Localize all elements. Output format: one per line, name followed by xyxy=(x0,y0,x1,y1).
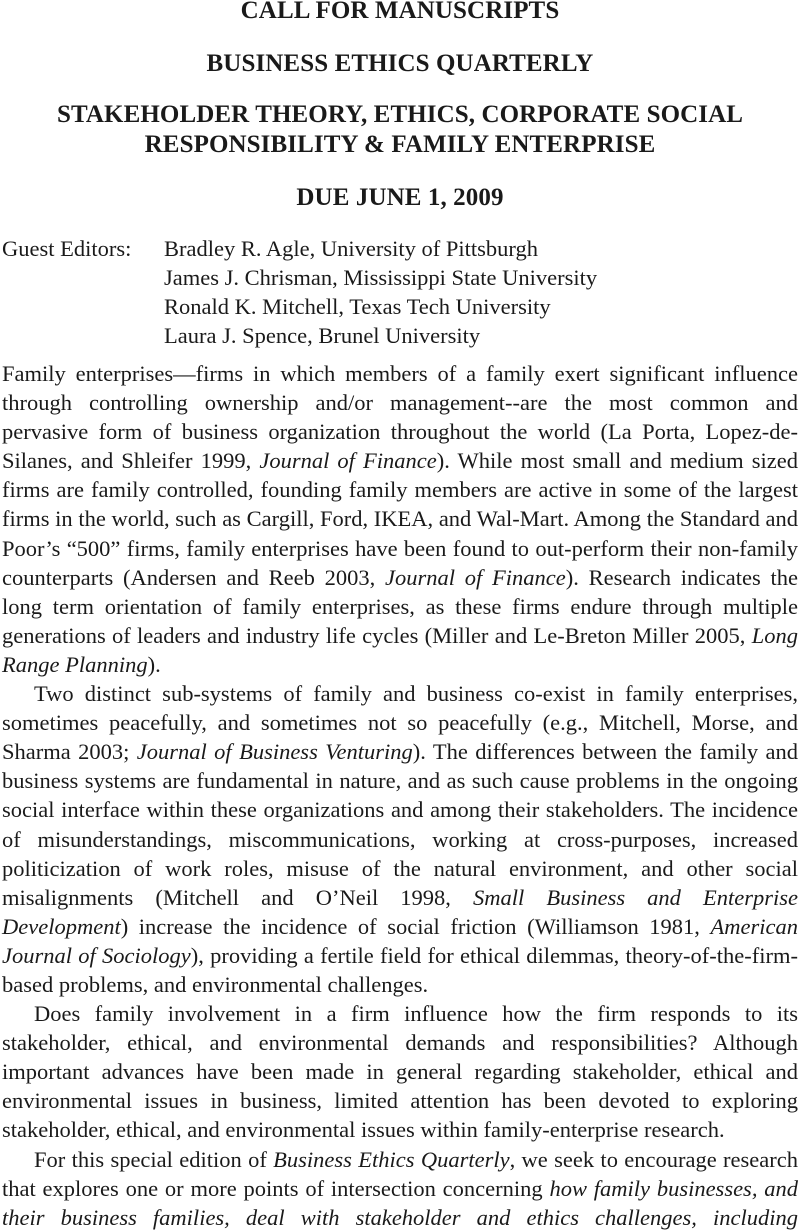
paragraph-2 xyxy=(2,679,798,999)
body-text xyxy=(2,359,798,1232)
paragraph-text: , we seek to encourage research that explores one or more points of intersection concerning xyxy=(2,1146,798,1201)
paragraph-text: ). While most small and medium sized firms are family controlled, founding family members are active in some of the largest firms in the world, such as Cargill, Ford, IKEA, and Wal-Mart. Among the Standard and Poor’s “500” firms, family enterprises have been found to out-perform their non-family counterparts (Andersen and Reeb 2003, xyxy=(2,448,798,590)
theme-title-line-2: RESPONSIBILITY & FAMILY ENTERPRISE xyxy=(144,131,656,158)
paragraph-text: ) increase the incidence of social friction (Williamson 1981, xyxy=(120,913,711,939)
editor-name: Laura J. Spence, Brunel University xyxy=(164,323,481,348)
paragraph-text: Family enterprises—firms in which members of a family exert significant influence through controlling ownership and/or management--are the most common and pervasive form of business organization throughout the world (La Porta, Lopez-de-Silanes, and Shleifer 1999, xyxy=(2,361,798,474)
editor-name: James J. Chrisman, Mississippi State University xyxy=(164,265,598,290)
paragraph-text: Does family involvement in a firm influence how the firm responds to its stakeholder, ethical, and environmental demands and responsibilities? Although important advances have been made in general regarding stakeholder, ethical and environmental issues in business, limited attention has been devoted to exploring stakeholder, ethical, and environmental issues within family-enterprise research. xyxy=(2,1001,798,1143)
paragraph-text: ), providing a fertile field for ethical dilemmas, theory-of-the-firm-based problems, and environmental challenges. xyxy=(2,942,798,997)
journal-citation: American Journal of Sociology xyxy=(2,913,798,968)
editor-name: Ronald K. Mitchell, Texas Tech University xyxy=(164,294,551,319)
emphasis-text: how family businesses, and their business families, deal with stakeholder and ethics challenges, including xyxy=(2,1175,799,1230)
paragraph-text: ). xyxy=(147,651,161,677)
guest-editors-list xyxy=(164,234,597,350)
paragraph-3 xyxy=(2,999,798,1144)
guest-editors-label: Guest Editors: xyxy=(2,236,132,261)
journal-citation: Business Ethics Quarterly xyxy=(273,1146,510,1172)
paragraph-text: For this special edition of xyxy=(34,1146,274,1172)
journal-title: BUSINESS ETHICS QUARTERLY xyxy=(206,50,594,77)
paragraph-text: Two distinct sub-systems of family and business co-exist in family enterprises, sometimes peacefully, and sometimes not so peacefully (e.g., Mitchell, Morse, and Sharma 2003; xyxy=(2,681,798,765)
theme-title xyxy=(0,100,800,160)
call-title: CALL FOR MANUSCRIPTS xyxy=(240,0,560,24)
journal-citation: Long Range Planning xyxy=(2,622,798,677)
paragraph-text: ). The differences between the family and business systems are fundamental in nature, and as such cause problems in the ongoing social interface within these organizations and among their stakeholders. The incidence of misunderstandings, miscommunications, working at cross-purposes, increased politicization of work roles, misuse of the natural environment, and other social misalignments (Mitchell and O’Neil 1998, xyxy=(2,739,798,910)
journal-citation: Journal of Business Venturing xyxy=(136,739,413,765)
paragraph-4 xyxy=(2,1145,798,1232)
theme-title-line-1: STAKEHOLDER THEORY, ETHICS, CORPORATE SOCIAL xyxy=(56,101,744,128)
paragraph-1 xyxy=(2,359,798,679)
editor-name: Bradley R. Agle, University of Pittsburgh xyxy=(164,236,538,261)
journal-citation: Journal of Finance xyxy=(385,564,566,590)
due-date: DUE JUNE 1, 2009 xyxy=(296,184,504,211)
journal-citation: Journal of Finance xyxy=(259,448,437,474)
paragraph-text: ). Research indicates the long term orientation of family enterprises, as these firms endure through multiple generations of leaders and industry life cycles (Miller and Le-Breton Miller 2005, xyxy=(2,564,799,648)
journal-citation: Small Business and Enterprise Development xyxy=(2,884,798,939)
